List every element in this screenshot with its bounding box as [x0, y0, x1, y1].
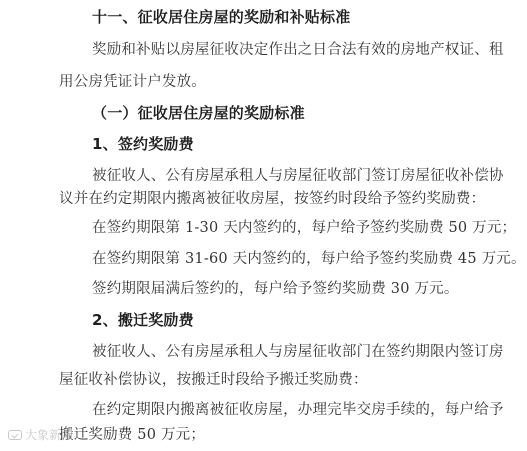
intro-line-1: 奖励和补贴以房屋征收决定作出之日合法有效的房地产权证、租 — [92, 42, 504, 58]
item1-heading: 1、签约奖励费 — [92, 135, 194, 153]
section-heading: 十一、征收居住房屋的奖励和补贴标准 — [92, 8, 351, 26]
watermark-text: 大象新闻 — [25, 428, 74, 442]
item2-paragraph-line-1: 被征收人、公有房屋承租人与房屋征收部门在签约期限内签订房 — [92, 344, 504, 360]
watermark — [8, 426, 73, 443]
item2-tier-1-line-1: 在约定期限内搬离被征收房屋，办理完毕交房手续的，每户给予 — [92, 402, 504, 418]
item1-paragraph-line-2: 议并在约定期限内搬离被征收房屋，按签约时段给予签约奖励费： — [59, 191, 486, 207]
item1-tier-1: 在签约期限第 1-30 天内签约的，每户给予签约奖励费 50 万元； — [92, 220, 517, 236]
item1-tier-2: 在签约期限第 31-60 天内签约的，每户给予签约奖励费 45 万元。 — [92, 251, 526, 267]
item2-paragraph-line-2: 屋征收补偿协议，按搬迁时段给予搬迁奖励费： — [59, 372, 368, 388]
item1-tier-3: 签约期限届满后签约的，每户给予签约奖励费 30 万元。 — [92, 281, 459, 297]
intro-line-2: 用公房凭证计户发放。 — [59, 74, 206, 90]
logo-icon — [8, 430, 22, 440]
sub-heading: （一）征收居住房屋的奖励标准 — [92, 104, 305, 122]
item2-tier-1-line-2: 搬迁奖励费 50 万元； — [59, 427, 206, 443]
item2-heading: 2、搬迁奖励费 — [92, 311, 194, 329]
item1-paragraph-line-1: 被征收人、公有房屋承租人与房屋征收部门签订房屋征收补偿协 — [92, 168, 504, 184]
